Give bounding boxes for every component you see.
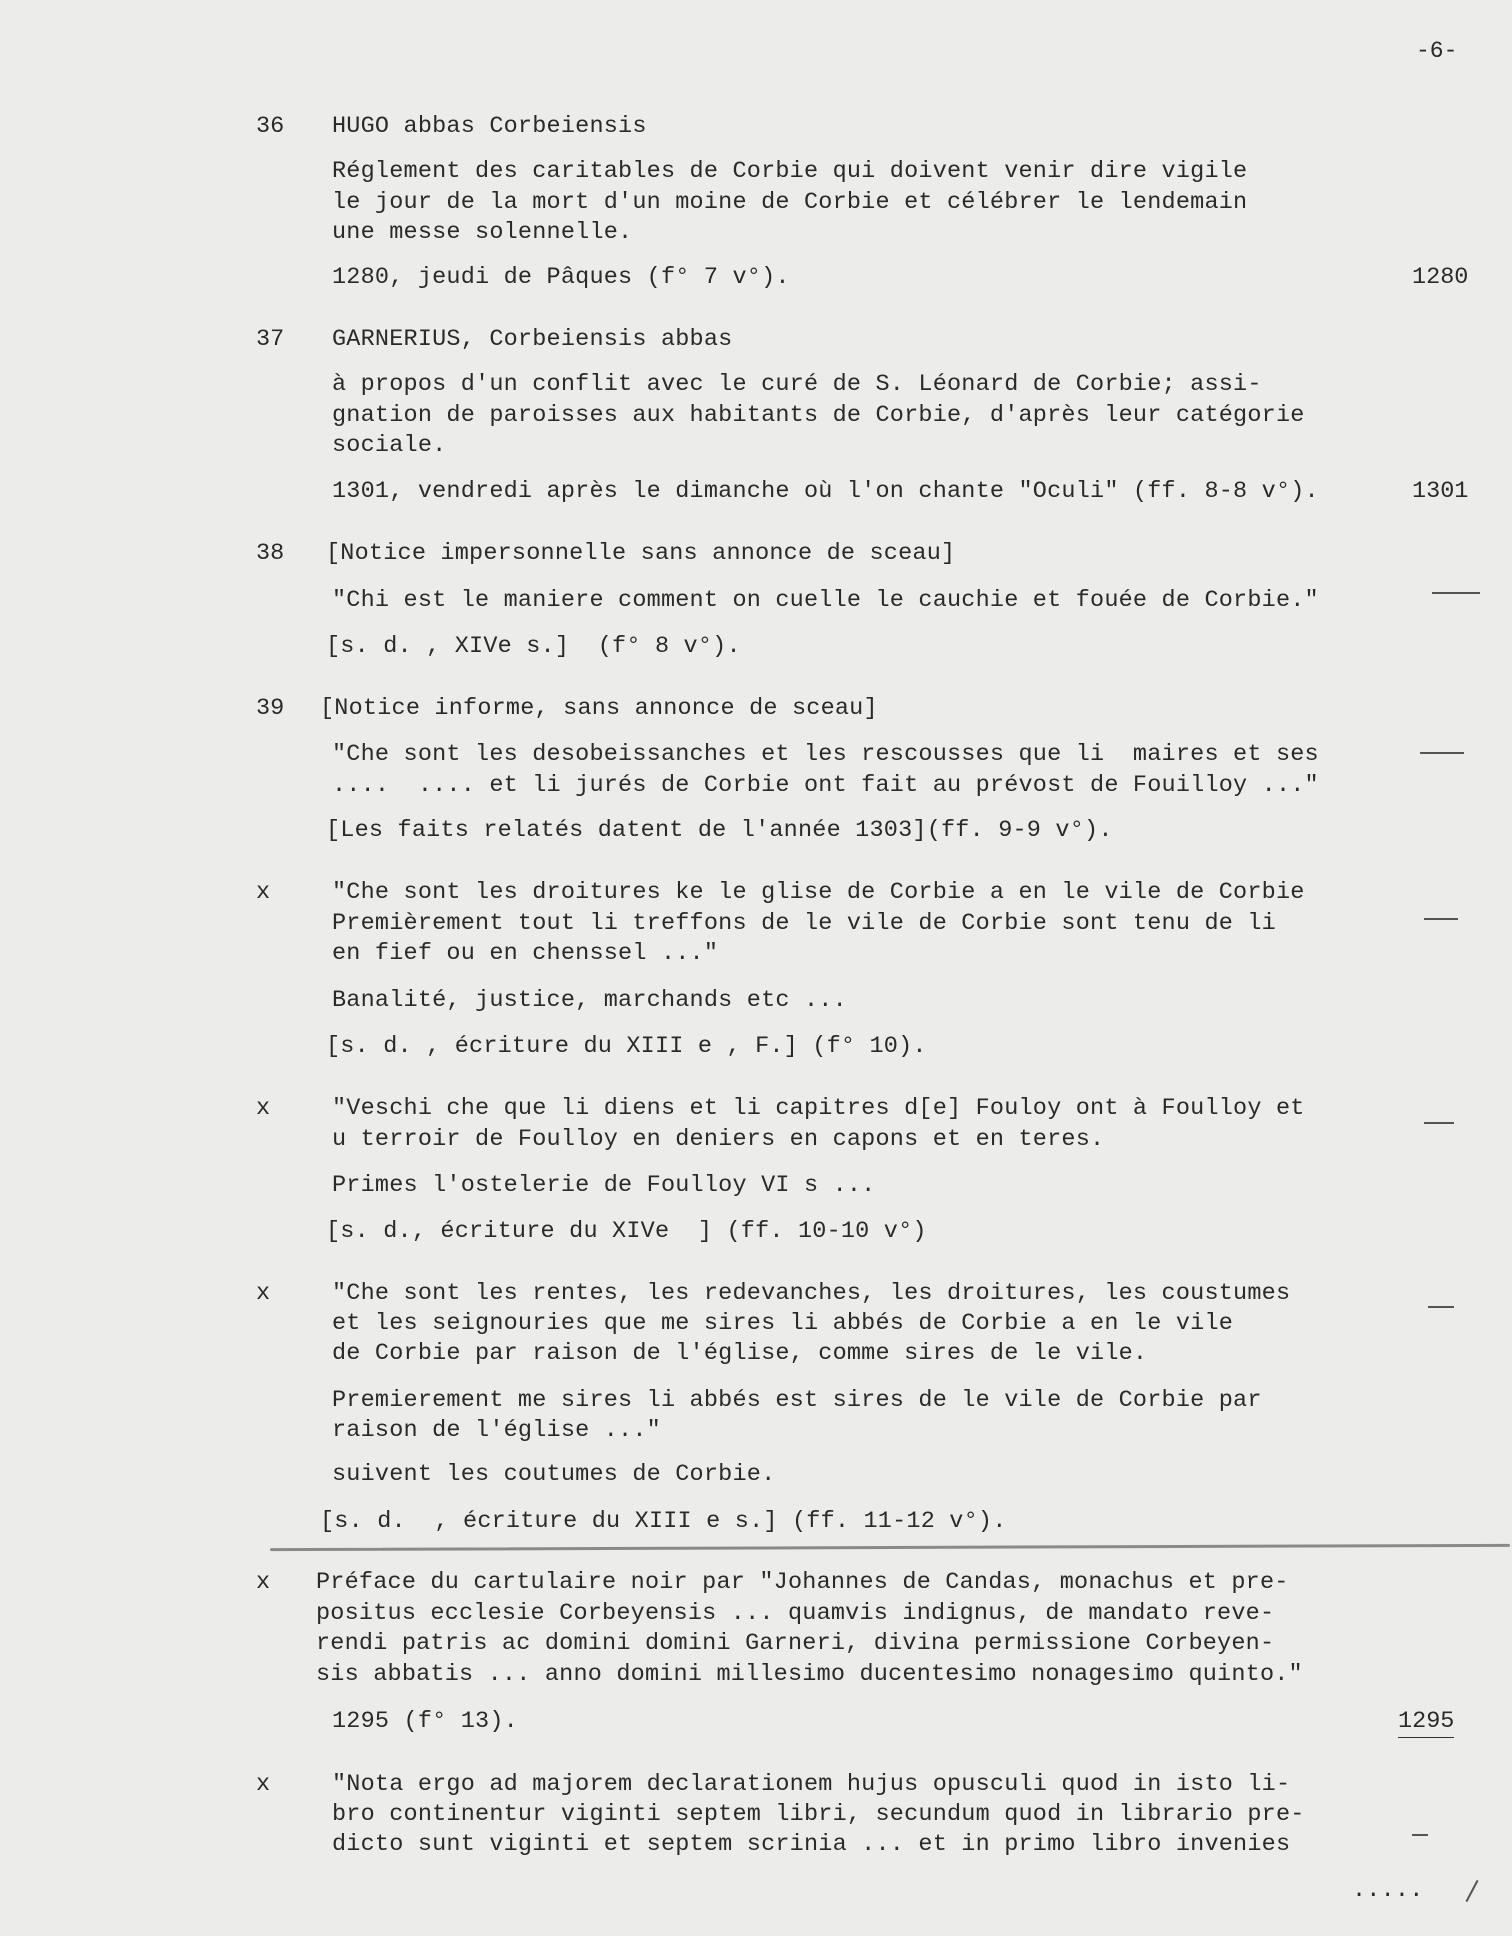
page-number: -6- xyxy=(1416,38,1458,64)
entry-dating: [s. d. , XIVe s.] (f° 8 v°). xyxy=(326,633,741,660)
margin-dash xyxy=(1412,1834,1428,1836)
entry-text-line: de Corbie par raison de l'église, comme sires de le vile. xyxy=(332,1340,1148,1367)
entry-text-line: gnation de paroisses aux habitants de Corbie, d'après leur catégorie xyxy=(332,402,1305,429)
entry-text-line: sis abbatis ... anno domini millesimo ducentesimo nonagesimo quinto." xyxy=(316,1661,1303,1688)
margin-date: 1295 xyxy=(1398,1707,1454,1738)
entry-text-line: à propos d'un conflit avec le curé de S. Léonard de Corbie; assi- xyxy=(332,371,1262,398)
entry-text-line: u terroir de Foulloy en deniers en capons et en teres. xyxy=(332,1126,1105,1153)
entry-number: x xyxy=(256,1569,271,1596)
entry-text-line: une messe solennelle. xyxy=(332,219,633,246)
entry-number: x xyxy=(256,1095,271,1122)
entry-text-line: rendi patris ac domini domini Garneri, divina permissione Corbeyen- xyxy=(316,1630,1275,1657)
entry-number: x xyxy=(256,1280,271,1307)
entry-text-line: "Chi est le maniere comment on cuelle le cauchie et fouée de Corbie." xyxy=(332,587,1319,614)
entry-dating: 1280, jeudi de Pâques (f° 7 v°). xyxy=(332,264,790,291)
entry-number: x xyxy=(256,879,271,906)
entry-text-line: Banalité, justice, marchands etc ... xyxy=(332,987,847,1014)
entry-text-line: "Che sont les droitures ke le glise de Corbie a en le vile de Corbie xyxy=(332,879,1305,906)
entry-text-line: bro continentur viginti septem libri, secundum quod in librario pre- xyxy=(332,1801,1305,1828)
entry-dating: 1295 (f° 13). xyxy=(332,1708,518,1735)
entry-heading: GARNERIUS, Corbeiensis abbas xyxy=(332,326,733,353)
entry-number: 36 xyxy=(256,113,285,140)
margin-dash xyxy=(1432,592,1480,594)
entry-text-line: "Che sont les desobeissanches et les rescousses que li maires et ses xyxy=(332,741,1319,768)
entry-text-line: Préface du cartulaire noir par "Johannes de Candas, monachus et pre- xyxy=(316,1569,1289,1596)
entry-number: 38 xyxy=(256,540,285,567)
continuation-dots: ..... xyxy=(1352,1877,1424,1904)
margin-slash xyxy=(1465,1880,1478,1902)
entry-text-line: .... .... et li jurés de Corbie ont fait au prévost de Fouilloy ..." xyxy=(332,772,1319,799)
entry-text-line: Premierement me sires li abbés est sires de le vile de Corbie par xyxy=(332,1387,1262,1414)
entry-dating: [s. d. , écriture du XIII e s.] (ff. 11-12 v°). xyxy=(320,1508,1007,1535)
entry-text-line: le jour de la mort d'un moine de Corbie et célébrer le lendemain xyxy=(332,189,1248,216)
entry-text-line: Premièrement tout li treffons de le vile de Corbie sont tenu de li xyxy=(332,910,1276,937)
entry-text-line: raison de l'église ..." xyxy=(332,1417,661,1444)
entry-text-line: "Veschi che que li diens et li capitres d[e] Fouloy ont à Foulloy et xyxy=(332,1095,1305,1122)
entry-dating: [s. d., écriture du XIVe ] (ff. 10-10 v°) xyxy=(326,1218,927,1245)
entry-number: 39 xyxy=(256,695,285,722)
entry-text-line: positus ecclesie Corbeyensis ... quamvis indignus, de mandato reve- xyxy=(316,1600,1275,1627)
entry-text-line: et les seignouries que me sires li abbés de Corbie a en le vile xyxy=(332,1310,1234,1337)
entry-number: 37 xyxy=(256,326,285,353)
entry-text-line: Réglement des caritables de Corbie qui doivent venir dire vigile xyxy=(332,158,1248,185)
entry-dating: 1301, vendredi après le dimanche où l'on chante "Oculi" (ff. 8-8 v°). xyxy=(332,478,1319,505)
margin-dash xyxy=(1424,918,1458,920)
entry-text-line: dicto sunt viginti et septem scrinia ... et in primo libro invenies xyxy=(332,1831,1291,1858)
entry-dating: [s. d. , écriture du XIII e , F.] (f° 10). xyxy=(326,1033,927,1060)
entry-number: x xyxy=(256,1771,271,1798)
margin-dash xyxy=(1428,1306,1454,1308)
entry-text-line: "Nota ergo ad majorem declarationem hujus opusculi quod in isto li- xyxy=(332,1771,1291,1798)
entry-text-line: sociale. xyxy=(332,432,447,459)
entry-text-line: en fief ou en chenssel ..." xyxy=(332,940,719,967)
entry-dating: [Les faits relatés datent de l'année 1303](ff. 9-9 v°). xyxy=(326,817,1113,844)
entry-heading: [Notice informe, sans annonce de sceau] xyxy=(320,695,878,722)
margin-dash xyxy=(1420,752,1464,754)
margin-date: 1280 xyxy=(1412,264,1469,291)
margin-date: 1301 xyxy=(1412,478,1469,505)
entry-heading: HUGO abbas Corbeiensis xyxy=(332,113,647,140)
entry-text-line: "Che sont les rentes, les redevanches, les droitures, les coustumes xyxy=(332,1280,1291,1307)
entry-text-line: suivent les coutumes de Corbie. xyxy=(332,1461,776,1488)
section-separator xyxy=(270,1544,1510,1551)
margin-dash xyxy=(1424,1122,1454,1124)
entry-text-line: Primes l'ostelerie de Foulloy VI s ... xyxy=(332,1172,876,1199)
entry-heading: [Notice impersonnelle sans annonce de sceau] xyxy=(326,540,956,567)
